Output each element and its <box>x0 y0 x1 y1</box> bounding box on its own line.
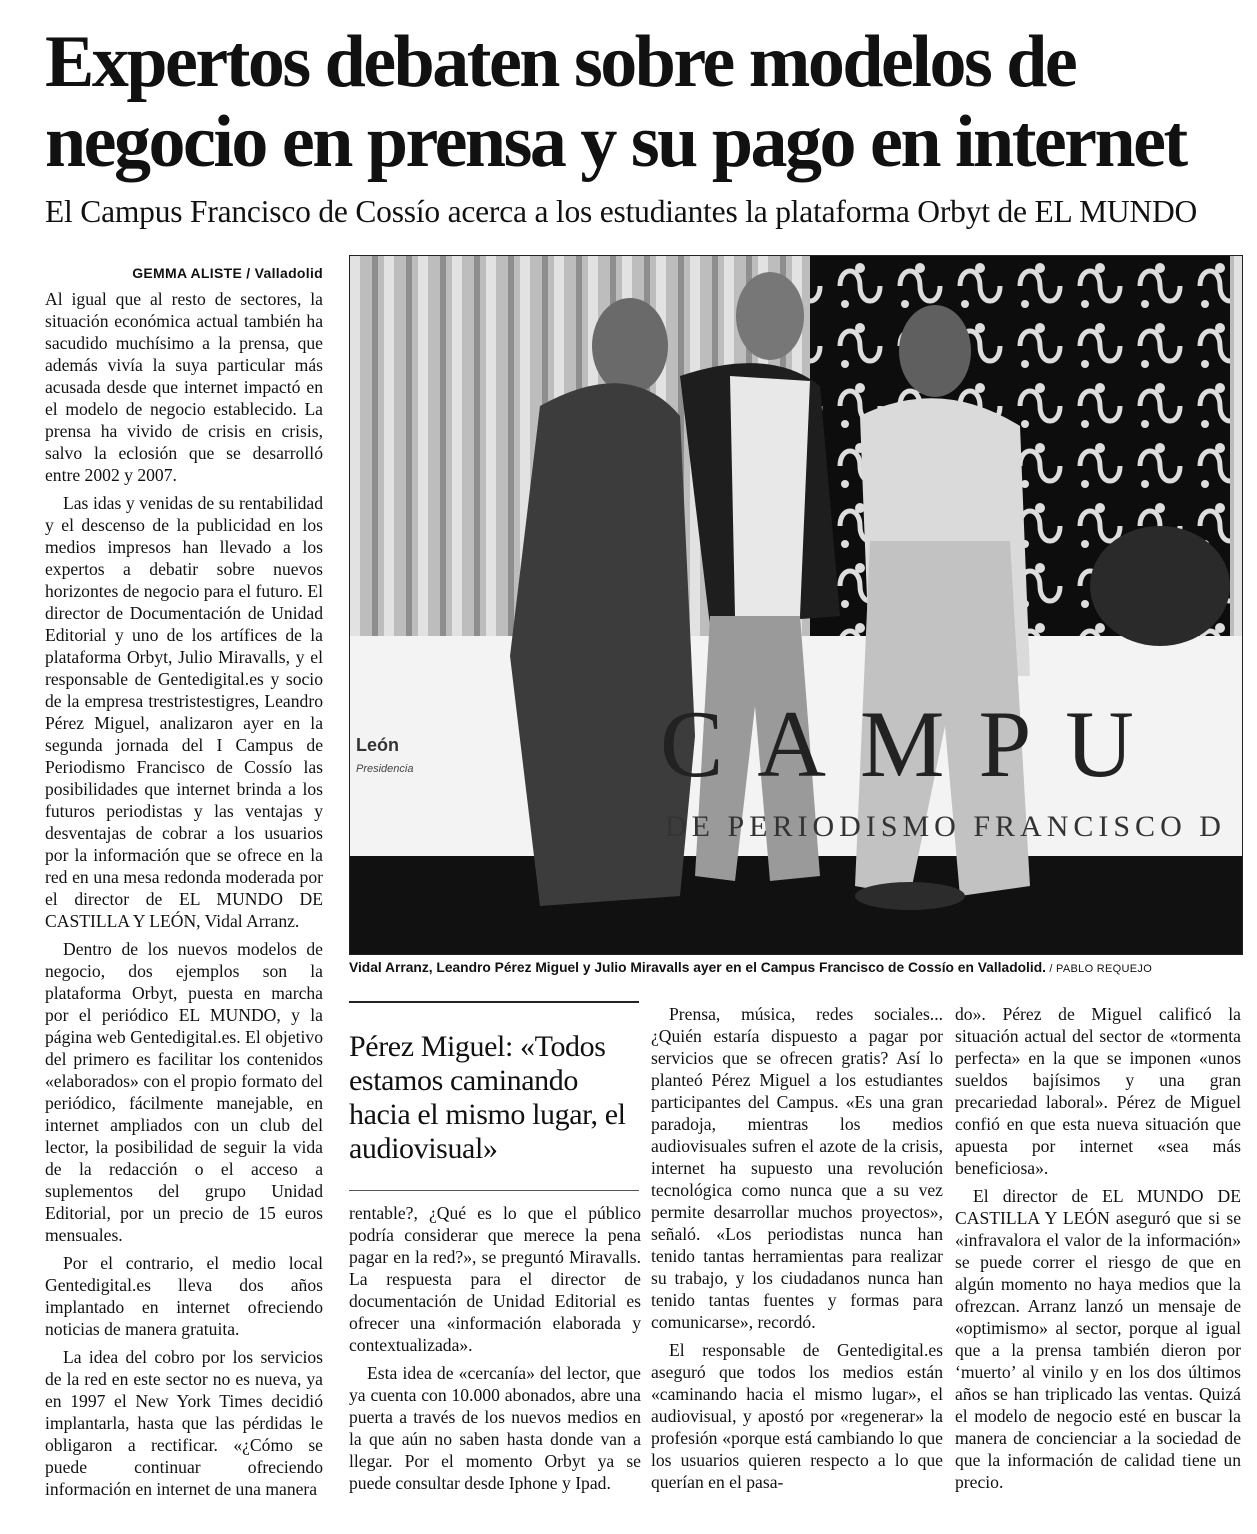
sign-leon: León <box>356 735 399 755</box>
sign-presidencia: Presidencia <box>356 763 414 775</box>
paragraph: Dentro de los nuevos modelos de negocio, dos ejemplos son la plataforma Orbyt, puesta en marcha por el periódico EL MUNDO, y la página web Gentedigital.es. El objetivo del primero es facilitar los contenidos «elaborados» con el propio formato del periódico, fácilmente manejable, en internet ampliados con un club del lector, la posibilidad de seguir la vida de la redacción o el acceso a suplementos del grupo Unidad Editorial, por un precio de 15 euros mensuales. <box>45 939 323 1245</box>
column-4 <box>955 1003 1241 1499</box>
column-1 <box>45 262 323 1506</box>
headline-line-2: negocio en prensa y su pago en internet <box>45 101 1186 183</box>
paragraph: El responsable de Gentedigital.es aseguró que todos los medios están «caminando hacia el mismo lugar», el audiovisual, y apostó por «regenerar» la profesión «porque está cambiando lo que los usuarios quieren respecto a lo que querían en el pasa- <box>651 1340 943 1492</box>
banner-text: CAMPU <box>660 691 1168 797</box>
paragraph: Las idas y venidas de su rentabilidad y el descenso de la publicidad en los medios impresos han llevado a los expertos a debatir sobre nuevos horizontes de negocio para el futuro. El director de Documentación de Unidad Editorial y uno de los artífices de la plataforma Orbyt, Julio Miravalls, y el responsable de Gentedigital.es y socio de la empresa trestristestigres, Leandro Pérez Miguel, analizaron ayer en la segunda jornada del I Campus de Periodismo Francisco de Cossío las posibilidades que internet brinda a los futuros periodistas y las ventajas y desventajas de cobrar a los usuarios por la información que se ofrece en la red en una mesa redonda moderada por el director de EL MUNDO DE CASTILLA Y LEÓN, Vidal Arranz. <box>45 493 323 931</box>
headline-line-1: Expertos debaten sobre modelos de <box>45 21 1076 103</box>
news-photo <box>349 255 1243 955</box>
byline: GEMMA ALISTE / Valladolid <box>132 265 323 281</box>
pullquote-rule-top <box>349 1001 639 1003</box>
caption-text: Vidal Arranz, Leandro Pérez Miguel y Julio Miravalls ayer en el Campus Francisco de Cossío en Valladolid. <box>349 960 1046 975</box>
paragraph: Al igual que al resto de sectores, la situación económica actual también ha sacudido muchísimo a la prensa, que además vivía la suya particular más acusada desde que internet impactó en el modelo de negocio establecido. La prensa ha vivido de crisis en crisis, salvo la eclosión que se desarrolló entre 2002 y 2007. <box>45 289 323 485</box>
paragraph: rentable?, ¿Qué es lo que el público podría considerar que merece la pena pagar en la red?», se preguntó Miravalls. La respuesta para el director de documentación de Unidad Editorial es ofrecer una «información elaborada y contextualizada». <box>349 1203 641 1355</box>
subheadline: El Campus Francisco de Cossío acerca a los estudiantes la plataforma Orbyt de EL MUNDO <box>45 194 1198 229</box>
column-3 <box>651 1003 943 1499</box>
banner-subtext: DE PERIODISMO FRANCISCO D <box>665 810 1226 843</box>
paragraph: Por el contrario, el medio local Gentedigital.es lleva dos años implantado en internet ofreciendo noticias de manera gratuita. <box>45 1253 323 1339</box>
photo-caption <box>349 960 1241 975</box>
headline <box>45 22 1245 182</box>
paragraph: La idea del cobro por los servicios de la red en este sector no es nueva, ya en 1997 el New York Times decidió implantarla, hasta que las pérdidas le obligaron a rectificar. «¿Cómo se puede continuar ofreciendo información en internet de una manera <box>45 1347 323 1499</box>
pullquote: Pérez Miguel: «Todos estamos caminando hacia el mismo lugar, el audiovisual» <box>349 1030 626 1165</box>
column-2 <box>349 1202 641 1500</box>
pullquote-rule-bottom <box>349 1190 639 1191</box>
paragraph: Prensa, música, redes sociales... ¿Quién estaría dispuesto a pagar por servicios que se ofrecen gratis? Así lo planteó Pérez Miguel a los estudiantes participantes del Campus. «Es una gran paradoja, mientras los medios audiovisuales sufren el azote de la crisis, internet ha supuesto una revolución tecnológica como nunca que a su vez permite desarrollar muchos proyectos», señaló. «Los periodistas nunca han tenido tantas herramientas para realizar su trabajo, y los ciudadanos nunca han tenido tantas fuentes y formas para comunicarse», recordó. <box>651 1004 943 1332</box>
photo-illustration <box>350 256 1242 954</box>
paragraph: Esta idea de «cercanía» del lector, que ya cuenta con 10.000 abonados, abre una puerta a través de los nuevos medios en la que aún no saben hasta donde van a llegar. Por el momento Orbyt ya se puede consultar desde Iphone y Ipad. <box>349 1363 641 1493</box>
photo-credit: / PABLO REQUEJO <box>1045 963 1153 975</box>
paragraph: do». Pérez de Miguel calificó la situación actual del sector de «tormenta perfecta» en la que se imponen «unos sueldos bajísimos y una gran precariedad laboral». Pérez de Miguel confió en que esta nueva situación que apuesta por internet «sea más beneficiosa». <box>955 1004 1241 1178</box>
paragraph: El director de EL MUNDO DE CASTILLA Y LEÓN aseguró que si se «infravalora el valor de la información» se puede correr el riesgo de que en algún momento no haya medios que la ofrezcan. Arranz lanzó un mensaje de «optimismo» al sector, porque al igual que a la prensa también dieron por ‘muerto’ al vinilo y en los dos últimos años se han triplicado las ventas. Quizá el modelo de negocio esté en buscar la manera de concienciar a la sociedad de que la información de calidad tiene un precio. <box>955 1186 1241 1492</box>
